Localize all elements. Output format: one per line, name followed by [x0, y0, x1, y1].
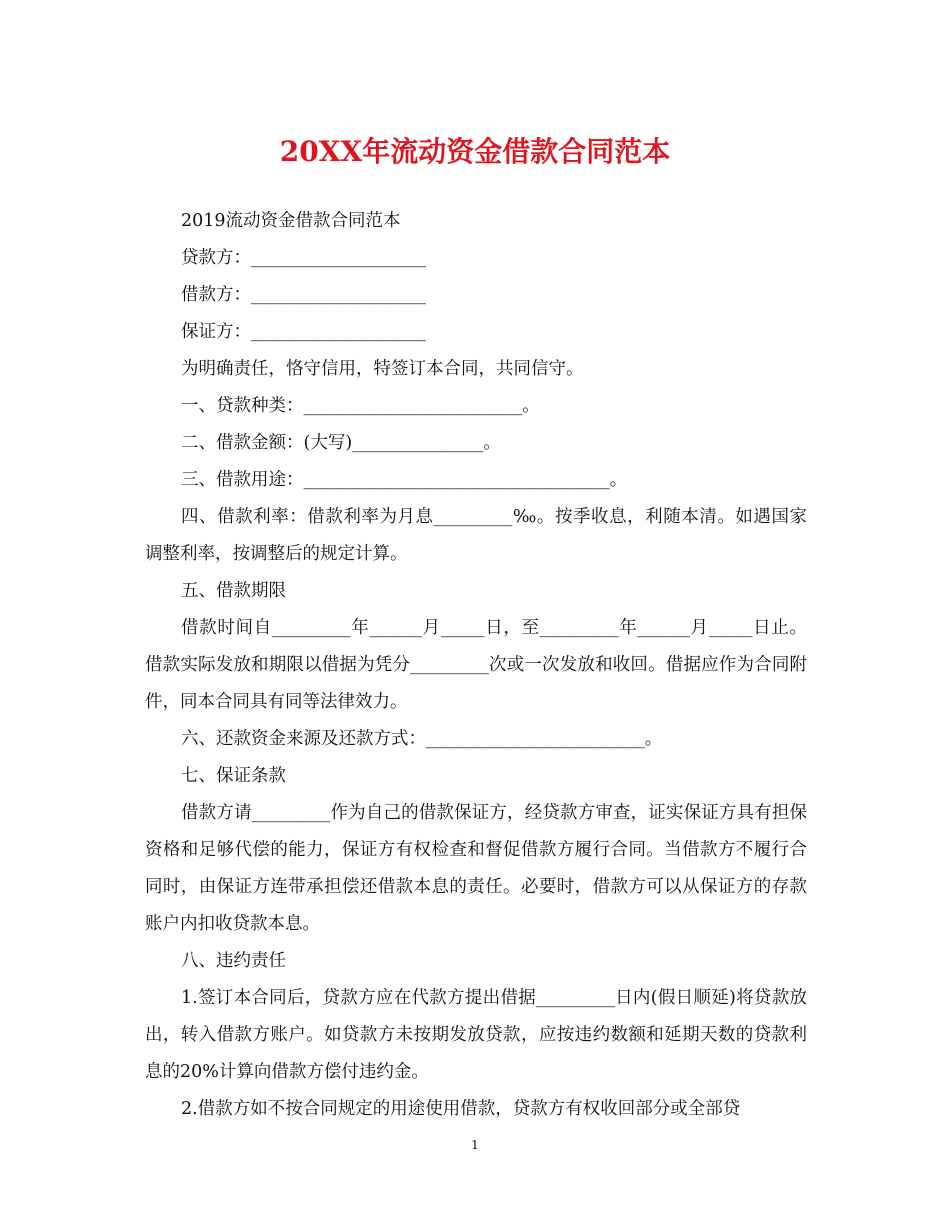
- paragraph-lender: 贷款方：____________________: [181, 248, 426, 268]
- section-heading-breach: 八、违约责任: [181, 951, 286, 971]
- paragraph-loan-purpose: 三、借款用途：___________________________________。: [181, 470, 628, 490]
- section-heading-term: 五、借款期限: [181, 581, 286, 601]
- paragraph-breach-1: 1.签订本合同后，贷款方应在代款方提出借据_________日内(假日顺延)将贷款放出，转入借款方账户。如贷款方未按期发放贷款，应按违约数额和延期天数的贷款利息的20%计算向借款方偿付违约金。: [145, 988, 807, 1082]
- paragraph-loan-amount: 二、借款金额：(大写)_______________。: [181, 433, 501, 453]
- paragraph-loan-term: 借款时间自_________年______月_____日，至_________年______月_____日止。借款实际发放和期限以借据为凭分_________次或一次发放和收回。借据应作为合同附件，同本合同具有同等法律效力。: [145, 618, 807, 712]
- paragraph-preamble: 为明确责任，恪守信用，特签订本合同，共同信守。: [181, 359, 584, 379]
- page-number: 1: [471, 1138, 479, 1152]
- paragraph-breach-2: 2.借款方如不按合同规定的用途使用借款，贷款方有权收回部分或全部贷: [181, 1099, 741, 1119]
- paragraph-loan-type: 一、贷款种类：_________________________。: [181, 396, 540, 416]
- paragraph-guarantor: 保证方：____________________: [181, 322, 426, 342]
- document-title: 20XX年流动资金借款合同范本: [279, 135, 671, 168]
- paragraph-borrower: 借款方：____________________: [181, 285, 426, 305]
- paragraph-repayment: 六、还款资金来源及还款方式：_________________________。: [181, 729, 663, 749]
- paragraph-guarantee: 借款方请_________作为自己的借款保证方，经贷款方审查，证实保证方具有担保资格和足够代偿的能力，保证方有权检查和督促借款方履行合同。当借款方不履行合同时，由保证方连带承担偿还借款本息的责任。必要时，借款方可以从保证方的存款账户内扣收贷款本息。: [145, 803, 807, 934]
- document-body: [145, 203, 807, 1128]
- paragraph-subtitle: 2019流动资金借款合同范本: [181, 211, 401, 231]
- section-heading-guarantee: 七、保证条款: [181, 766, 286, 786]
- paragraph-interest-rate: 四、借款利率：借款利率为月息_________‰。按季收息，利随本清。如遇国家调整利率，按调整后的规定计算。: [145, 507, 807, 564]
